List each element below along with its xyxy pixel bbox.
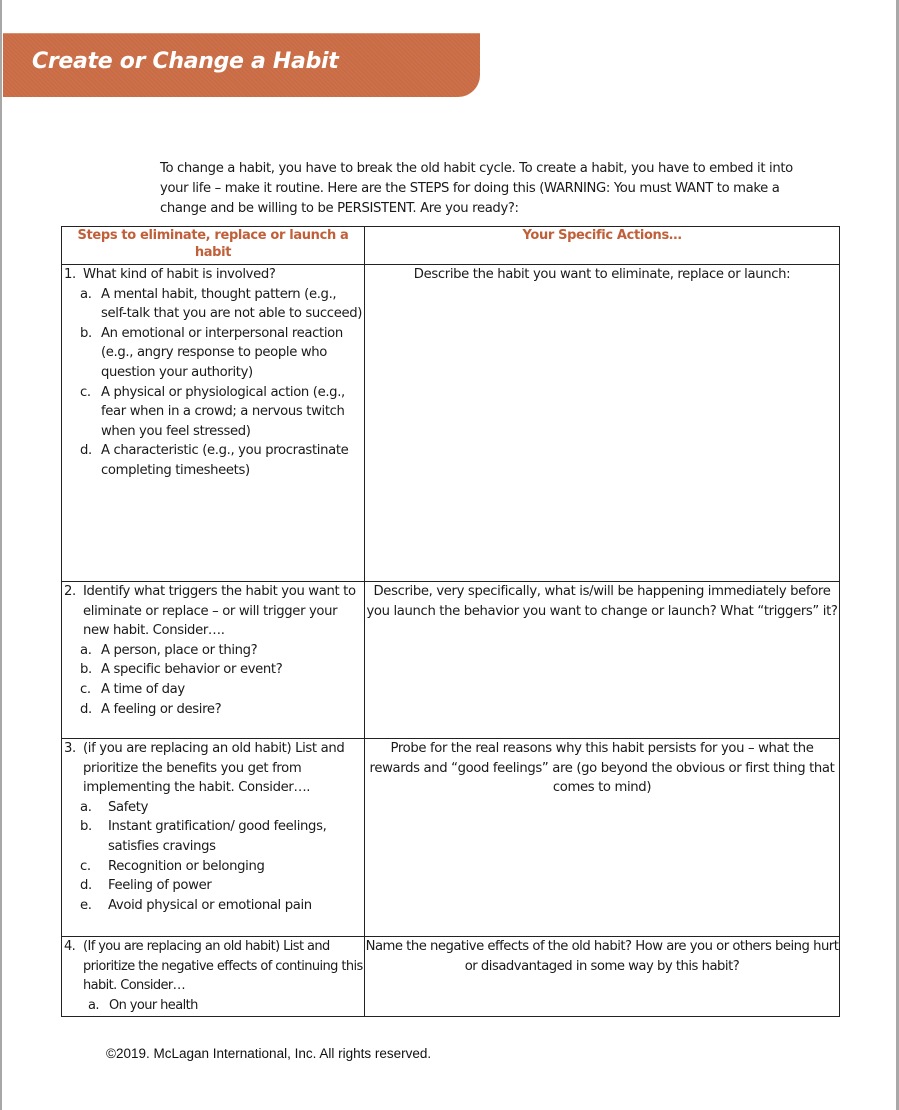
- item-letter: c.: [80, 858, 91, 874]
- item-text: Instant gratification/ good feelings, satisfies cravings: [108, 819, 327, 854]
- item-letter: b.: [80, 819, 92, 835]
- step-cell: [62, 265, 365, 582]
- action-prompt: Name the negative effects of the old habit? How are you or others being hurt or disadvantaged in some way by this habit?: [365, 939, 839, 974]
- item-text: A characteristic (e.g., you procrastinate completing timesheets): [101, 443, 349, 478]
- item-text: A physical or physiological action (e.g., fear when in a crowd; a nervous twitch when you feel stressed): [101, 384, 345, 439]
- step-text: (If you are replacing an old habit) List and prioritize the negative effects of continuing this habit. Consider…: [83, 939, 363, 994]
- step-number: 3.: [64, 741, 76, 756]
- item-letter: c.: [80, 681, 91, 697]
- sub-item-list: [62, 285, 364, 481]
- copyright-footer: ©2019. McLagan International, Inc. All rights reserved.: [106, 1046, 432, 1061]
- list-item: [62, 996, 364, 1016]
- item-letter: d.: [80, 878, 92, 894]
- table-row: [62, 937, 840, 1017]
- list-item: [62, 441, 364, 480]
- page-border-left: [0, 0, 2, 1110]
- list-item: [62, 700, 364, 720]
- list-item: [62, 324, 364, 383]
- list-item: [62, 876, 364, 896]
- item-letter: d.: [80, 443, 92, 459]
- item-letter: b.: [80, 325, 92, 341]
- item-letter: e.: [80, 897, 92, 913]
- list-item: [62, 798, 364, 818]
- list-item: [62, 680, 364, 700]
- action-cell[interactable]: [365, 582, 840, 739]
- item-text: A feeling or desire?: [101, 701, 222, 717]
- step-cell: [62, 739, 365, 937]
- page-title: Create or Change a Habit: [32, 49, 339, 74]
- item-text: Feeling of power: [108, 878, 212, 894]
- header-steps: Steps to eliminate, replace or launch a habit: [62, 227, 365, 265]
- action-prompt: Probe for the real reasons why this habit persists for you – what the rewards and “good feelings” are (go beyond the obvious or first thing that comes to mind): [369, 741, 835, 796]
- header-actions: Your Specific Actions…: [365, 227, 840, 265]
- item-text: Safety: [108, 799, 149, 815]
- step-number: 2.: [64, 584, 76, 599]
- item-text: A person, place or thing?: [101, 642, 258, 658]
- item-letter: a.: [80, 642, 92, 658]
- title-banner: [3, 33, 480, 97]
- action-cell[interactable]: [365, 739, 840, 937]
- step-cell: [62, 582, 365, 739]
- sub-item-list: [62, 798, 364, 916]
- item-text: A time of day: [101, 681, 185, 697]
- table-row: [62, 582, 840, 739]
- step-text: (if you are replacing an old habit) List and prioritize the benefits you get from implementing the habit. Consider….: [83, 741, 345, 796]
- item-text: On your health: [109, 997, 198, 1013]
- item-text: An emotional or interpersonal reaction (e.g., angry response to people who question your authority): [101, 325, 343, 380]
- item-text: A specific behavior or event?: [101, 662, 283, 678]
- intro-paragraph: To change a habit, you have to break the old habit cycle. To create a habit, you have to embed it into your life – make it routine. Here are the STEPS for doing this (WARNING: You must WANT to make a change and be willing to be PERSISTENT. Are you ready?:: [160, 161, 793, 217]
- item-letter: a.: [80, 286, 92, 302]
- habit-steps-table: [61, 226, 840, 1017]
- step-text: Identify what triggers the habit you want to eliminate or replace – or will trigger your new habit. Consider….: [83, 584, 356, 639]
- list-item: [62, 896, 364, 916]
- item-text: Avoid physical or emotional pain: [108, 897, 312, 913]
- action-cell[interactable]: [365, 937, 840, 1017]
- list-item: [62, 641, 364, 661]
- table-row: [62, 739, 840, 937]
- item-letter: a.: [88, 997, 99, 1013]
- list-item: [62, 285, 364, 324]
- step-text: What kind of habit is involved?: [83, 267, 276, 282]
- item-letter: a.: [80, 799, 92, 815]
- sub-item-list: [62, 996, 364, 1016]
- step-number: 1.: [64, 267, 76, 282]
- item-letter: b.: [80, 662, 92, 678]
- list-item: [62, 817, 364, 856]
- table-header-row: [62, 227, 840, 265]
- action-prompt: Describe the habit you want to eliminate, replace or launch:: [413, 267, 791, 282]
- item-text: A mental habit, thought pattern (e.g., self-talk that you are not able to succeed): [101, 286, 363, 322]
- sub-item-list: [62, 641, 364, 719]
- list-item: [62, 383, 364, 442]
- item-letter: d.: [80, 701, 92, 717]
- action-cell[interactable]: [365, 265, 840, 582]
- action-prompt: Describe, very specifically, what is/will be happening immediately before you launch the behavior you want to change or launch? What “triggers” it?: [366, 584, 838, 619]
- list-item: [62, 660, 364, 680]
- step-cell: [62, 937, 365, 1017]
- step-number: 4.: [64, 939, 76, 954]
- item-text: Recognition or belonging: [108, 858, 265, 874]
- table-row: [62, 265, 840, 582]
- item-letter: c.: [80, 384, 91, 400]
- list-item: [62, 857, 364, 877]
